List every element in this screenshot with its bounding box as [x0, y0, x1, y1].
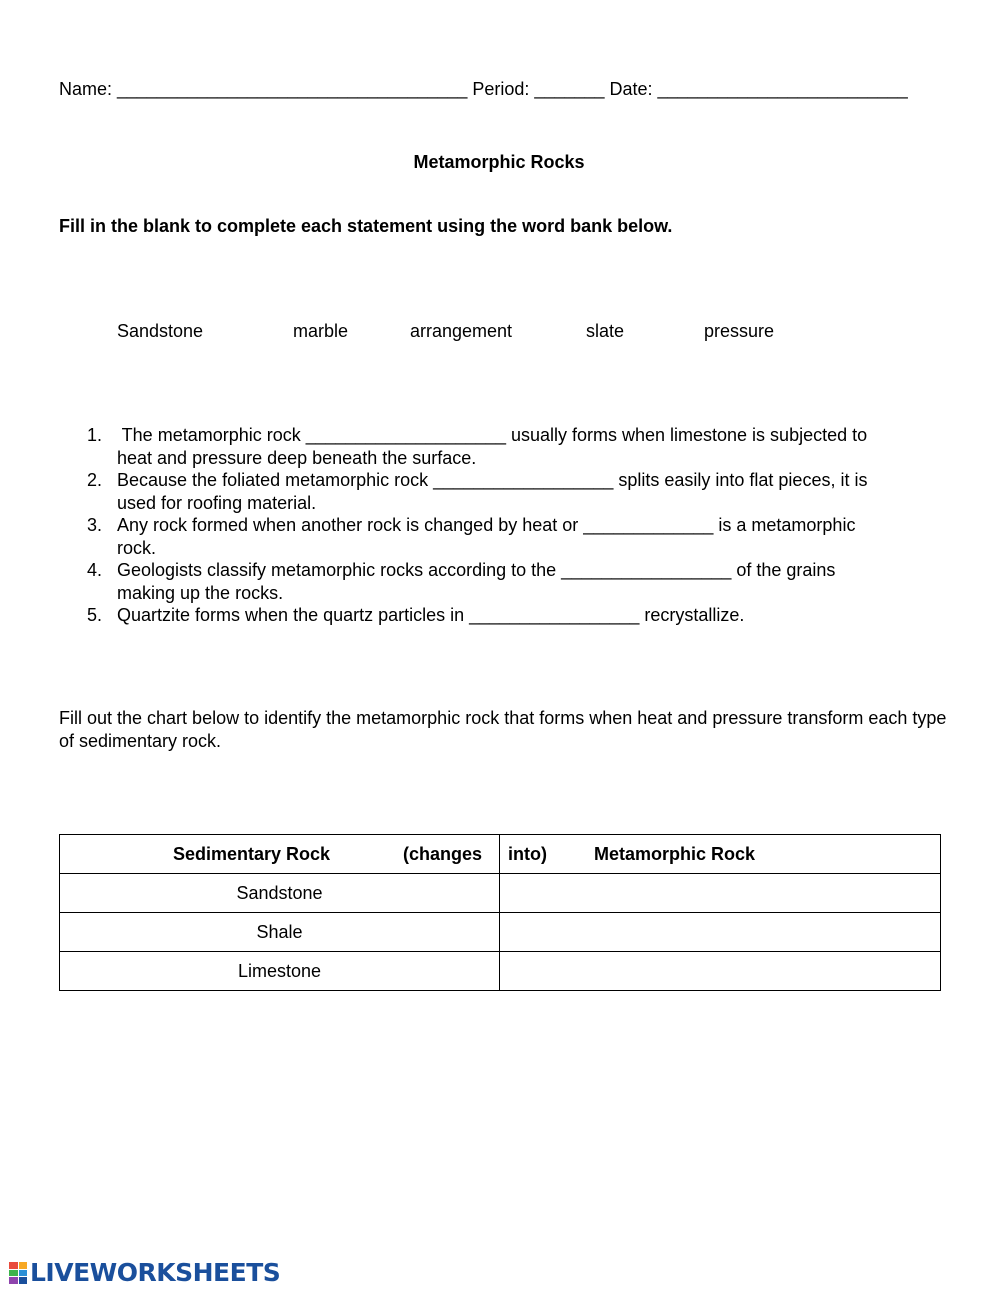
- name-period-date-line: Name: ___________________________________ Period: _______ Date: _________________________: [59, 79, 908, 99]
- fill-in-instructions: Fill in the blank to complete each statement using the word bank below.: [59, 216, 673, 236]
- logo-block: [9, 1262, 18, 1269]
- question-item: [87, 469, 947, 514]
- chart-header-left: [60, 835, 500, 874]
- metamorphic-answer-cell[interactable]: [500, 952, 941, 991]
- page-title: Metamorphic Rocks: [413, 152, 585, 172]
- chart-instructions: Fill out the chart below to identify the metamorphic rock that forms when heat and pressure transform each type of sedimentary rock.: [59, 708, 947, 751]
- question-number: 4.: [87, 560, 103, 580]
- word-bank-item: arrangement: [410, 321, 513, 341]
- table-row: [60, 952, 941, 991]
- logo-block: [9, 1277, 18, 1284]
- question-number: 5.: [87, 605, 103, 625]
- logo-text: LIVEWORKSHEETS: [30, 1258, 281, 1287]
- logo-block: [19, 1277, 28, 1284]
- metamorphic-answer-cell[interactable]: [500, 874, 941, 913]
- logo-block: [9, 1270, 18, 1277]
- word-bank-item: marble: [293, 321, 349, 341]
- question-text: Geologists classify metamorphic rocks according to the _________________ of the grains: [117, 560, 836, 580]
- metamorphic-answer-cell[interactable]: [500, 913, 941, 952]
- question-item: [87, 559, 947, 604]
- sedimentary-rock-cell: Sandstone: [60, 874, 500, 913]
- logo-blocks-icon: [9, 1262, 27, 1284]
- question-text-continued: used for roofing material.: [117, 492, 317, 513]
- sedimentary-rock-cell: Limestone: [60, 952, 500, 991]
- question-item: [87, 604, 947, 627]
- question-text: The metamorphic rock ____________________ usually forms when limestone is subjected to: [117, 425, 868, 445]
- question-list: [87, 424, 947, 627]
- sedimentary-rock-cell: Shale: [60, 913, 500, 952]
- question-number: 3.: [87, 515, 103, 535]
- header-sedimentary-rock: Sedimentary Rock: [173, 844, 331, 864]
- question-text: Because the foliated metamorphic rock __________________ splits easily into flat pieces, it is: [117, 470, 868, 490]
- rock-chart: [59, 834, 941, 991]
- liveworksheets-logo[interactable]: [9, 1259, 280, 1287]
- logo-block: [19, 1270, 28, 1277]
- question-item: [87, 424, 947, 469]
- word-bank-item: slate: [586, 321, 625, 341]
- question-text-continued: rock.: [117, 537, 157, 558]
- question-text-continued: making up the rocks.: [117, 582, 284, 603]
- chart-header-row: [60, 835, 941, 874]
- question-text: Quartzite forms when the quartz particles in _________________ recrystallize.: [117, 605, 745, 625]
- table-row: [60, 874, 941, 913]
- question-text: Any rock formed when another rock is changed by heat or _____________ is a metamorphic: [117, 515, 856, 535]
- question-text-continued: heat and pressure deep beneath the surface.: [117, 447, 477, 468]
- question-number: 2.: [87, 470, 103, 490]
- header-into: into): [508, 844, 547, 864]
- logo-block: [19, 1262, 28, 1269]
- question-number: 1.: [87, 425, 103, 445]
- word-bank-item: pressure: [704, 321, 775, 341]
- chart-header-right: [500, 835, 941, 874]
- header-metamorphic-rock: Metamorphic Rock: [594, 844, 756, 864]
- question-item: [87, 514, 947, 559]
- header-changes: (changes: [403, 844, 483, 864]
- word-bank-item: Sandstone: [117, 321, 204, 341]
- table-row: [60, 913, 941, 952]
